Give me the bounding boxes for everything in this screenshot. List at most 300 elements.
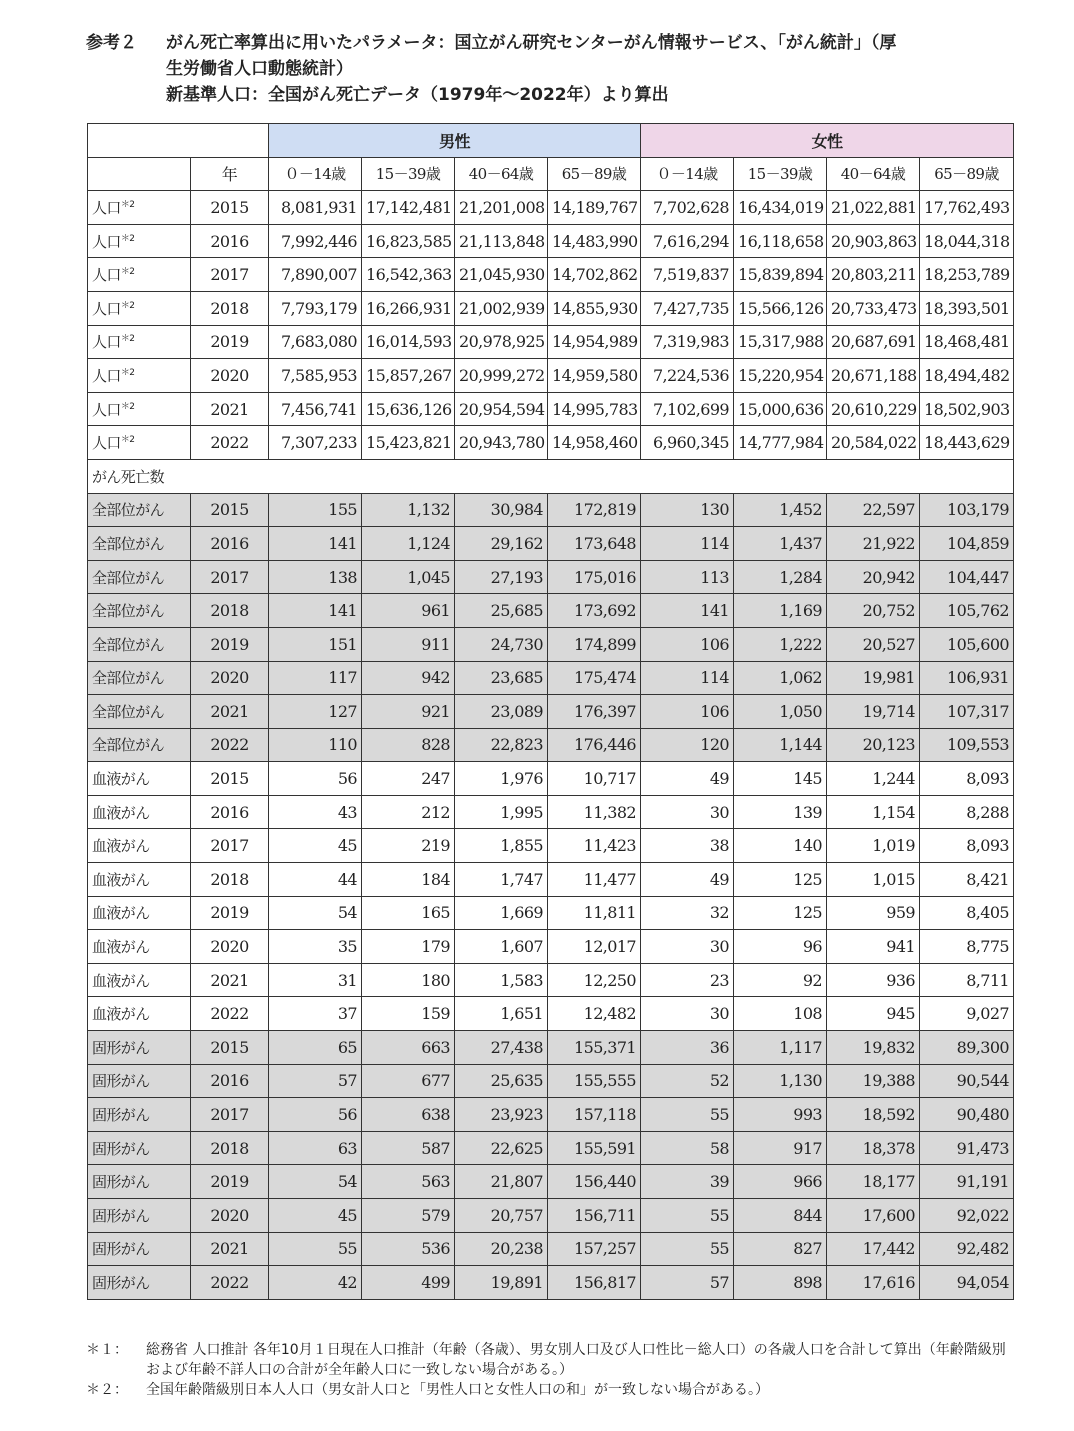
value-cell: 23,089 xyxy=(455,695,548,729)
death-row xyxy=(88,695,1014,729)
value-cell: 827 xyxy=(734,1232,827,1266)
year-cell: 2017 xyxy=(191,560,269,594)
value-cell: 20,803,211 xyxy=(827,258,920,292)
value-cell: 911 xyxy=(362,627,455,661)
row-label: 全部位がん xyxy=(88,627,191,661)
value-cell: 94,054 xyxy=(920,1266,1014,1300)
value-cell: 45 xyxy=(269,829,362,863)
value-cell: 113 xyxy=(641,560,734,594)
value-cell: 20,757 xyxy=(455,1199,548,1233)
value-cell: 1,132 xyxy=(362,493,455,527)
heading-line-1: がん死亡率算出に用いたパラメータ：国立がん研究センターがん情報サービス、「がん統計」（厚 xyxy=(166,33,897,53)
value-cell: 20,954,594 xyxy=(455,392,548,426)
value-cell: 1,062 xyxy=(734,661,827,695)
row-label: 血液がん xyxy=(88,930,191,964)
value-cell: 125 xyxy=(734,896,827,930)
blank-header-cell xyxy=(88,124,269,158)
value-cell: 8,775 xyxy=(920,930,1014,964)
value-cell: 21,922 xyxy=(827,527,920,561)
value-cell: 92 xyxy=(734,963,827,997)
year-cell: 2022 xyxy=(191,728,269,762)
row-label: 人口 xyxy=(92,366,121,385)
value-cell: 38 xyxy=(641,829,734,863)
population-row xyxy=(88,224,1014,258)
value-cell: 212 xyxy=(362,795,455,829)
row-label: 人口 xyxy=(92,198,121,217)
value-cell: 39 xyxy=(641,1165,734,1199)
value-cell: 91,191 xyxy=(920,1165,1014,1199)
value-cell: 21,022,881 xyxy=(827,191,920,225)
value-cell: 25,685 xyxy=(455,594,548,628)
year-cell: 2021 xyxy=(191,963,269,997)
year-header: 年 xyxy=(191,157,269,191)
value-cell: 20,527 xyxy=(827,627,920,661)
row-label: 血液がん xyxy=(88,762,191,796)
sex-header-row xyxy=(88,124,1014,158)
year-cell: 2016 xyxy=(191,1064,269,1098)
year-cell: 2019 xyxy=(191,896,269,930)
value-cell: 57 xyxy=(641,1266,734,1300)
value-cell: 7,890,007 xyxy=(269,258,362,292)
value-cell: 7,702,628 xyxy=(641,191,734,225)
value-cell: 127 xyxy=(269,695,362,729)
value-cell: 7,102,699 xyxy=(641,392,734,426)
footnote-mark: ＊１： xyxy=(86,1342,128,1358)
value-cell: 959 xyxy=(827,896,920,930)
age-header-row xyxy=(88,157,1014,191)
population-row xyxy=(88,426,1014,460)
year-cell: 2018 xyxy=(191,594,269,628)
footnote-ref: ＊2 xyxy=(120,267,135,278)
footnote-1 xyxy=(86,1340,1016,1380)
value-cell: 114 xyxy=(641,527,734,561)
value-cell: 18,468,481 xyxy=(920,325,1014,359)
population-row xyxy=(88,325,1014,359)
value-cell: 15,636,126 xyxy=(362,392,455,426)
value-cell: 7,307,233 xyxy=(269,426,362,460)
value-cell: 8,405 xyxy=(920,896,1014,930)
value-cell: 30 xyxy=(641,930,734,964)
value-cell: 27,193 xyxy=(455,560,548,594)
value-cell: 20,752 xyxy=(827,594,920,628)
value-cell: 12,482 xyxy=(548,997,641,1031)
row-label: 血液がん xyxy=(88,795,191,829)
year-cell: 2020 xyxy=(191,930,269,964)
row-label: 固形がん xyxy=(88,1031,191,1065)
row-label-cell xyxy=(88,426,191,460)
value-cell: 16,434,019 xyxy=(734,191,827,225)
population-row xyxy=(88,359,1014,393)
value-cell: 109,553 xyxy=(920,728,1014,762)
footnotes xyxy=(86,1340,1016,1400)
value-cell: 130 xyxy=(641,493,734,527)
year-cell: 2017 xyxy=(191,258,269,292)
value-cell: 17,142,481 xyxy=(362,191,455,225)
value-cell: 44 xyxy=(269,863,362,897)
footnote-text: 全国年齢階級別日本人人口（男女計人口と「男性人口と女性人口の和」が一致しない場合がある。） xyxy=(146,1382,769,1398)
value-cell: 15,566,126 xyxy=(734,291,827,325)
value-cell: 21,807 xyxy=(455,1165,548,1199)
year-cell: 2018 xyxy=(191,1131,269,1165)
population-row xyxy=(88,258,1014,292)
value-cell: 663 xyxy=(362,1031,455,1065)
value-cell: 165 xyxy=(362,896,455,930)
death-row xyxy=(88,1266,1014,1300)
value-cell: 31 xyxy=(269,963,362,997)
document-heading xyxy=(86,30,1026,108)
row-label-cell xyxy=(88,291,191,325)
value-cell: 89,300 xyxy=(920,1031,1014,1065)
value-cell: 106 xyxy=(641,695,734,729)
value-cell: 30 xyxy=(641,795,734,829)
value-cell: 12,017 xyxy=(548,930,641,964)
value-cell: 32 xyxy=(641,896,734,930)
year-cell: 2021 xyxy=(191,1232,269,1266)
value-cell: 156,440 xyxy=(548,1165,641,1199)
value-cell: 844 xyxy=(734,1199,827,1233)
value-cell: 1,855 xyxy=(455,829,548,863)
value-cell: 1,050 xyxy=(734,695,827,729)
value-cell: 1,045 xyxy=(362,560,455,594)
value-cell: 1,015 xyxy=(827,863,920,897)
heading-line-2: 生労働省人口動態統計） xyxy=(166,59,353,79)
death-row xyxy=(88,1131,1014,1165)
value-cell: 563 xyxy=(362,1165,455,1199)
value-cell: 43 xyxy=(269,795,362,829)
year-cell: 2020 xyxy=(191,1199,269,1233)
value-cell: 106 xyxy=(641,627,734,661)
value-cell: 175,016 xyxy=(548,560,641,594)
value-cell: 1,130 xyxy=(734,1064,827,1098)
value-cell: 107,317 xyxy=(920,695,1014,729)
value-cell: 23,685 xyxy=(455,661,548,695)
age-group-header: ０－14歳 xyxy=(269,157,362,191)
value-cell: 18,044,318 xyxy=(920,224,1014,258)
row-label-cell xyxy=(88,325,191,359)
value-cell: 20,584,022 xyxy=(827,426,920,460)
value-cell: 29,162 xyxy=(455,527,548,561)
row-label: 固形がん xyxy=(88,1131,191,1165)
row-label: 固形がん xyxy=(88,1165,191,1199)
value-cell: 8,093 xyxy=(920,829,1014,863)
death-row xyxy=(88,527,1014,561)
value-cell: 1,995 xyxy=(455,795,548,829)
value-cell: 1,607 xyxy=(455,930,548,964)
row-label-cell xyxy=(88,191,191,225)
value-cell: 156,711 xyxy=(548,1199,641,1233)
value-cell: 45 xyxy=(269,1199,362,1233)
value-cell: 7,519,837 xyxy=(641,258,734,292)
row-label: 固形がん xyxy=(88,1199,191,1233)
value-cell: 120 xyxy=(641,728,734,762)
male-header: 男性 xyxy=(269,124,641,158)
death-row xyxy=(88,863,1014,897)
value-cell: 175,474 xyxy=(548,661,641,695)
value-cell: 110 xyxy=(269,728,362,762)
population-row xyxy=(88,191,1014,225)
row-label: 血液がん xyxy=(88,863,191,897)
year-cell: 2022 xyxy=(191,997,269,1031)
section-row xyxy=(88,459,1014,493)
row-label: 固形がん xyxy=(88,1064,191,1098)
value-cell: 8,288 xyxy=(920,795,1014,829)
value-cell: 36 xyxy=(641,1031,734,1065)
value-cell: 16,014,593 xyxy=(362,325,455,359)
value-cell: 14,995,783 xyxy=(548,392,641,426)
value-cell: 145 xyxy=(734,762,827,796)
value-cell: 106,931 xyxy=(920,661,1014,695)
value-cell: 921 xyxy=(362,695,455,729)
value-cell: 92,482 xyxy=(920,1232,1014,1266)
value-cell: 30,984 xyxy=(455,493,548,527)
value-cell: 180 xyxy=(362,963,455,997)
value-cell: 1,747 xyxy=(455,863,548,897)
value-cell: 7,456,741 xyxy=(269,392,362,426)
value-cell: 172,819 xyxy=(548,493,641,527)
year-cell: 2017 xyxy=(191,1098,269,1132)
row-label: 血液がん xyxy=(88,896,191,930)
value-cell: 139 xyxy=(734,795,827,829)
value-cell: 22,625 xyxy=(455,1131,548,1165)
value-cell: 155,555 xyxy=(548,1064,641,1098)
value-cell: 63 xyxy=(269,1131,362,1165)
value-cell: 18,443,629 xyxy=(920,426,1014,460)
value-cell: 917 xyxy=(734,1131,827,1165)
footnote-mark: ＊２： xyxy=(86,1382,128,1398)
value-cell: 55 xyxy=(641,1232,734,1266)
value-cell: 20,123 xyxy=(827,728,920,762)
value-cell: 37 xyxy=(269,997,362,1031)
population-row xyxy=(88,392,1014,426)
value-cell: 11,382 xyxy=(548,795,641,829)
value-cell: 1,222 xyxy=(734,627,827,661)
row-label: 人口 xyxy=(92,434,121,453)
value-cell: 104,447 xyxy=(920,560,1014,594)
death-row xyxy=(88,1165,1014,1199)
value-cell: 52 xyxy=(641,1064,734,1098)
value-cell: 157,118 xyxy=(548,1098,641,1132)
death-row xyxy=(88,1031,1014,1065)
value-cell: 18,592 xyxy=(827,1098,920,1132)
value-cell: 7,793,179 xyxy=(269,291,362,325)
value-cell: 945 xyxy=(827,997,920,1031)
value-cell: 91,473 xyxy=(920,1131,1014,1165)
value-cell: 15,220,954 xyxy=(734,359,827,393)
value-cell: 18,494,482 xyxy=(920,359,1014,393)
value-cell: 8,093 xyxy=(920,762,1014,796)
row-label: 全部位がん xyxy=(88,695,191,729)
value-cell: 19,714 xyxy=(827,695,920,729)
blank-header-cell xyxy=(88,157,191,191)
value-cell: 15,857,267 xyxy=(362,359,455,393)
death-row xyxy=(88,997,1014,1031)
footnote-text: 総務省 人口推計 各年10月１日現在人口推計（年齢（各歳）、男女別人口及び人口性比－総人口）の各歳人口を合計して算出（年齢階級別および年齢不詳人口の合計が全年齢人口に一致しない場合がある。） xyxy=(146,1342,1006,1378)
row-label-cell xyxy=(88,392,191,426)
value-cell: 961 xyxy=(362,594,455,628)
death-row xyxy=(88,1199,1014,1233)
footnote-2 xyxy=(86,1380,1016,1400)
value-cell: 30 xyxy=(641,997,734,1031)
value-cell: 7,319,983 xyxy=(641,325,734,359)
age-group-header: 65－89歳 xyxy=(920,157,1014,191)
value-cell: 8,081,931 xyxy=(269,191,362,225)
footnote-ref: ＊2 xyxy=(120,401,135,412)
value-cell: 156,817 xyxy=(548,1266,641,1300)
value-cell: 8,421 xyxy=(920,863,1014,897)
value-cell: 828 xyxy=(362,728,455,762)
value-cell: 10,717 xyxy=(548,762,641,796)
value-cell: 8,711 xyxy=(920,963,1014,997)
value-cell: 7,224,536 xyxy=(641,359,734,393)
value-cell: 536 xyxy=(362,1232,455,1266)
value-cell: 18,393,501 xyxy=(920,291,1014,325)
year-cell: 2017 xyxy=(191,829,269,863)
value-cell: 54 xyxy=(269,896,362,930)
value-cell: 157,257 xyxy=(548,1232,641,1266)
value-cell: 14,483,990 xyxy=(548,224,641,258)
value-cell: 23,923 xyxy=(455,1098,548,1132)
value-cell: 140 xyxy=(734,829,827,863)
value-cell: 103,179 xyxy=(920,493,1014,527)
table-body xyxy=(88,191,1014,1300)
value-cell: 16,118,658 xyxy=(734,224,827,258)
value-cell: 1,452 xyxy=(734,493,827,527)
value-cell: 92,022 xyxy=(920,1199,1014,1233)
value-cell: 11,477 xyxy=(548,863,641,897)
value-cell: 18,177 xyxy=(827,1165,920,1199)
age-group-header: 15－39歳 xyxy=(734,157,827,191)
death-row xyxy=(88,829,1014,863)
value-cell: 18,378 xyxy=(827,1131,920,1165)
value-cell: 155,591 xyxy=(548,1131,641,1165)
value-cell: 151 xyxy=(269,627,362,661)
value-cell: 16,542,363 xyxy=(362,258,455,292)
value-cell: 7,616,294 xyxy=(641,224,734,258)
value-cell: 141 xyxy=(641,594,734,628)
year-cell: 2019 xyxy=(191,627,269,661)
row-label: 全部位がん xyxy=(88,661,191,695)
value-cell: 174,899 xyxy=(548,627,641,661)
value-cell: 56 xyxy=(269,1098,362,1132)
row-label: 全部位がん xyxy=(88,594,191,628)
value-cell: 104,859 xyxy=(920,527,1014,561)
value-cell: 1,284 xyxy=(734,560,827,594)
value-cell: 105,600 xyxy=(920,627,1014,661)
value-cell: 499 xyxy=(362,1266,455,1300)
value-cell: 176,397 xyxy=(548,695,641,729)
value-cell: 49 xyxy=(641,863,734,897)
footnote-ref: ＊2 xyxy=(120,300,135,311)
value-cell: 159 xyxy=(362,997,455,1031)
value-cell: 17,616 xyxy=(827,1266,920,1300)
value-cell: 20,903,863 xyxy=(827,224,920,258)
row-label: 全部位がん xyxy=(88,728,191,762)
value-cell: 587 xyxy=(362,1131,455,1165)
value-cell: 20,942 xyxy=(827,560,920,594)
value-cell: 14,777,984 xyxy=(734,426,827,460)
value-cell: 15,000,636 xyxy=(734,392,827,426)
value-cell: 15,423,821 xyxy=(362,426,455,460)
value-cell: 16,266,931 xyxy=(362,291,455,325)
value-cell: 90,480 xyxy=(920,1098,1014,1132)
row-label-cell xyxy=(88,258,191,292)
row-label-cell xyxy=(88,224,191,258)
age-group-header: 15－39歳 xyxy=(362,157,455,191)
value-cell: 638 xyxy=(362,1098,455,1132)
value-cell: 22,823 xyxy=(455,728,548,762)
death-row xyxy=(88,762,1014,796)
year-cell: 2016 xyxy=(191,224,269,258)
year-cell: 2018 xyxy=(191,291,269,325)
value-cell: 1,019 xyxy=(827,829,920,863)
value-cell: 966 xyxy=(734,1165,827,1199)
value-cell: 42 xyxy=(269,1266,362,1300)
death-row xyxy=(88,560,1014,594)
value-cell: 141 xyxy=(269,527,362,561)
value-cell: 21,045,930 xyxy=(455,258,548,292)
value-cell: 25,635 xyxy=(455,1064,548,1098)
value-cell: 173,692 xyxy=(548,594,641,628)
value-cell: 7,427,735 xyxy=(641,291,734,325)
value-cell: 108 xyxy=(734,997,827,1031)
row-label: 人口 xyxy=(92,400,121,419)
female-header: 女性 xyxy=(641,124,1014,158)
age-group-header: ０－14歳 xyxy=(641,157,734,191)
year-cell: 2016 xyxy=(191,527,269,561)
value-cell: 184 xyxy=(362,863,455,897)
section-label: がん死亡数 xyxy=(88,459,1014,493)
value-cell: 17,442 xyxy=(827,1232,920,1266)
value-cell: 23 xyxy=(641,963,734,997)
year-cell: 2016 xyxy=(191,795,269,829)
value-cell: 24,730 xyxy=(455,627,548,661)
value-cell: 941 xyxy=(827,930,920,964)
death-row xyxy=(88,493,1014,527)
age-group-header: 40－64歳 xyxy=(827,157,920,191)
value-cell: 20,999,272 xyxy=(455,359,548,393)
value-cell: 219 xyxy=(362,829,455,863)
value-cell: 19,981 xyxy=(827,661,920,695)
value-cell: 14,958,460 xyxy=(548,426,641,460)
value-cell: 898 xyxy=(734,1266,827,1300)
value-cell: 1,117 xyxy=(734,1031,827,1065)
value-cell: 1,124 xyxy=(362,527,455,561)
value-cell: 942 xyxy=(362,661,455,695)
row-label: 血液がん xyxy=(88,997,191,1031)
row-label: 全部位がん xyxy=(88,527,191,561)
row-label: 人口 xyxy=(92,266,121,285)
footnote-ref: ＊2 xyxy=(120,334,135,345)
year-cell: 2020 xyxy=(191,359,269,393)
value-cell: 56 xyxy=(269,762,362,796)
death-row xyxy=(88,661,1014,695)
value-cell: 7,585,953 xyxy=(269,359,362,393)
value-cell: 155,371 xyxy=(548,1031,641,1065)
value-cell: 1,154 xyxy=(827,795,920,829)
value-cell: 16,823,585 xyxy=(362,224,455,258)
value-cell: 55 xyxy=(641,1199,734,1233)
value-cell: 9,027 xyxy=(920,997,1014,1031)
value-cell: 1,144 xyxy=(734,728,827,762)
value-cell: 55 xyxy=(269,1232,362,1266)
value-cell: 1,244 xyxy=(827,762,920,796)
row-label: 人口 xyxy=(92,333,121,352)
value-cell: 936 xyxy=(827,963,920,997)
value-cell: 21,113,848 xyxy=(455,224,548,258)
value-cell: 20,671,188 xyxy=(827,359,920,393)
heading-label: 参考２ xyxy=(86,33,137,53)
year-cell: 2015 xyxy=(191,762,269,796)
